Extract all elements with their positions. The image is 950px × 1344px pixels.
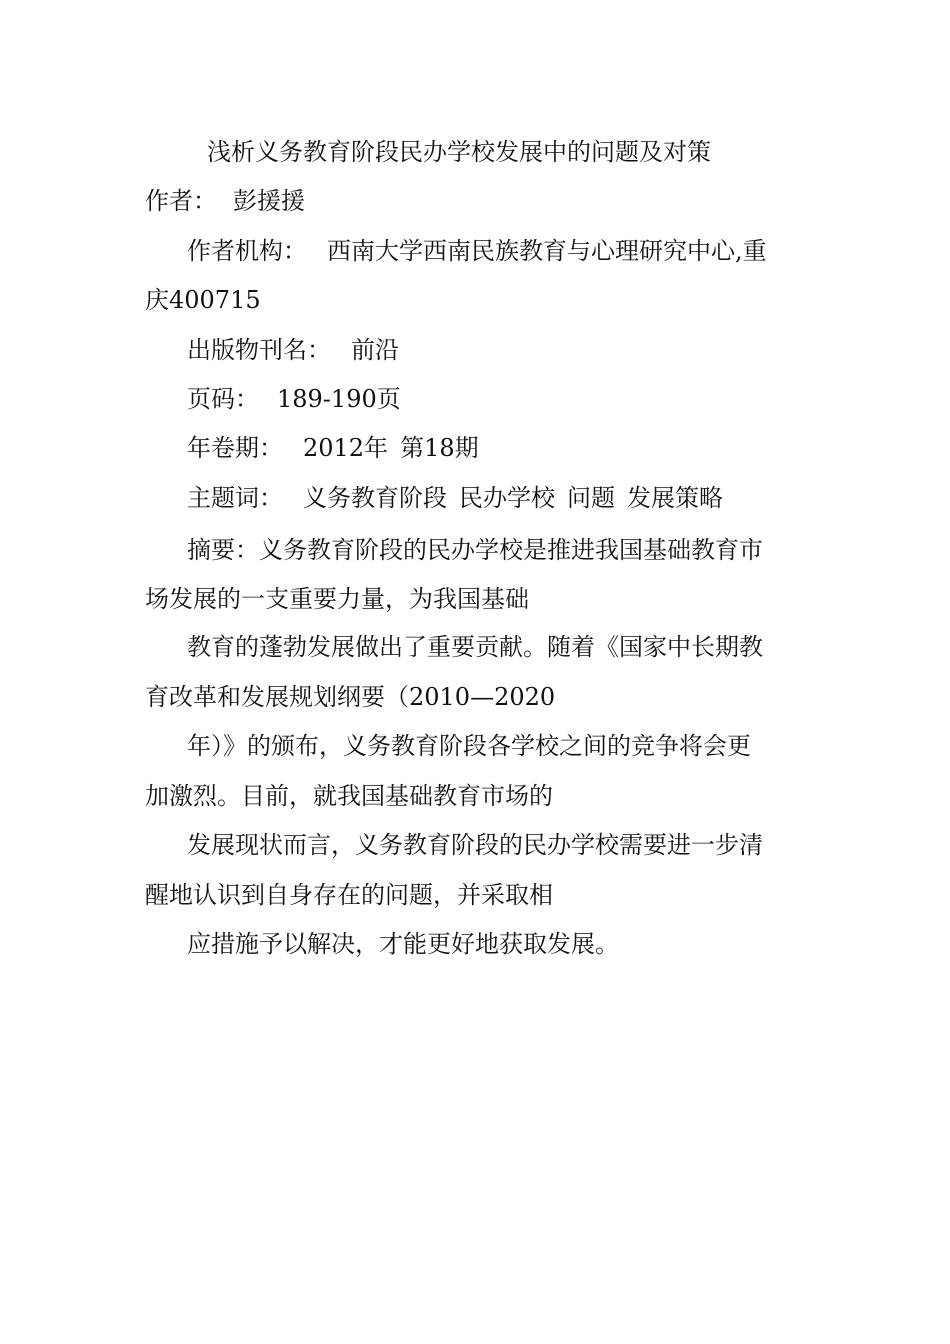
abstract-line: 教育的蓬勃发展做出了重要贡献。随着《国家中长期教: [187, 633, 763, 661]
paper-title: 浅析义务教育阶段民办学校发展中的问题及对策: [207, 138, 711, 166]
keywords-label: 主题词：: [187, 484, 283, 512]
author-name: 彭援援: [233, 187, 305, 215]
institution-label: 作者机构：: [187, 237, 307, 265]
author-row: [145, 186, 305, 216]
journal-row: [187, 335, 399, 365]
pages-value: 189-190页: [277, 385, 401, 413]
institution-row: [187, 236, 767, 266]
abstract-line: 醒地认识到自身存在的问题，并采取相: [145, 881, 553, 909]
institution-value-line2: 庆400715: [145, 286, 261, 314]
abstract-line: 发展现状而言，义务教育阶段的民办学校需要进一步清: [187, 831, 763, 859]
issue-label: 年卷期：: [187, 434, 283, 462]
author-label: 作者：: [145, 187, 217, 215]
issue-number: 第18期: [400, 434, 479, 462]
abstract-line: 育改革和发展规划纲要（2010—2020: [145, 683, 556, 711]
keyword-item: 民办学校: [459, 484, 555, 512]
issue-year: 2012年: [303, 434, 389, 462]
institution-value-line1: 西南大学西南民族教育与心理研究中心,重: [327, 237, 767, 265]
abstract-line: 年）》的颁布，义务教育阶段各学校之间的竞争将会更: [187, 732, 751, 760]
abstract-line: 场发展的一支重要力量，为我国基础: [145, 585, 529, 613]
pages-row: [187, 384, 401, 414]
abstract-line: 摘要：义务教育阶段的民办学校是推进我国基础教育市: [187, 536, 763, 564]
keywords-row: [187, 483, 723, 513]
keyword-item: 发展策略: [627, 484, 723, 512]
abstract-line: 加激烈。目前，就我国基础教育市场的: [145, 782, 553, 810]
abstract-line: 应措施予以解决，才能更好地获取发展。: [187, 930, 619, 958]
journal-name: 前沿: [351, 336, 399, 364]
keyword-item: 义务教育阶段: [303, 484, 447, 512]
keyword-item: 问题: [567, 484, 615, 512]
pages-label: 页码：: [187, 385, 259, 413]
issue-row: [187, 433, 479, 463]
journal-label: 出版物刊名：: [187, 336, 331, 364]
